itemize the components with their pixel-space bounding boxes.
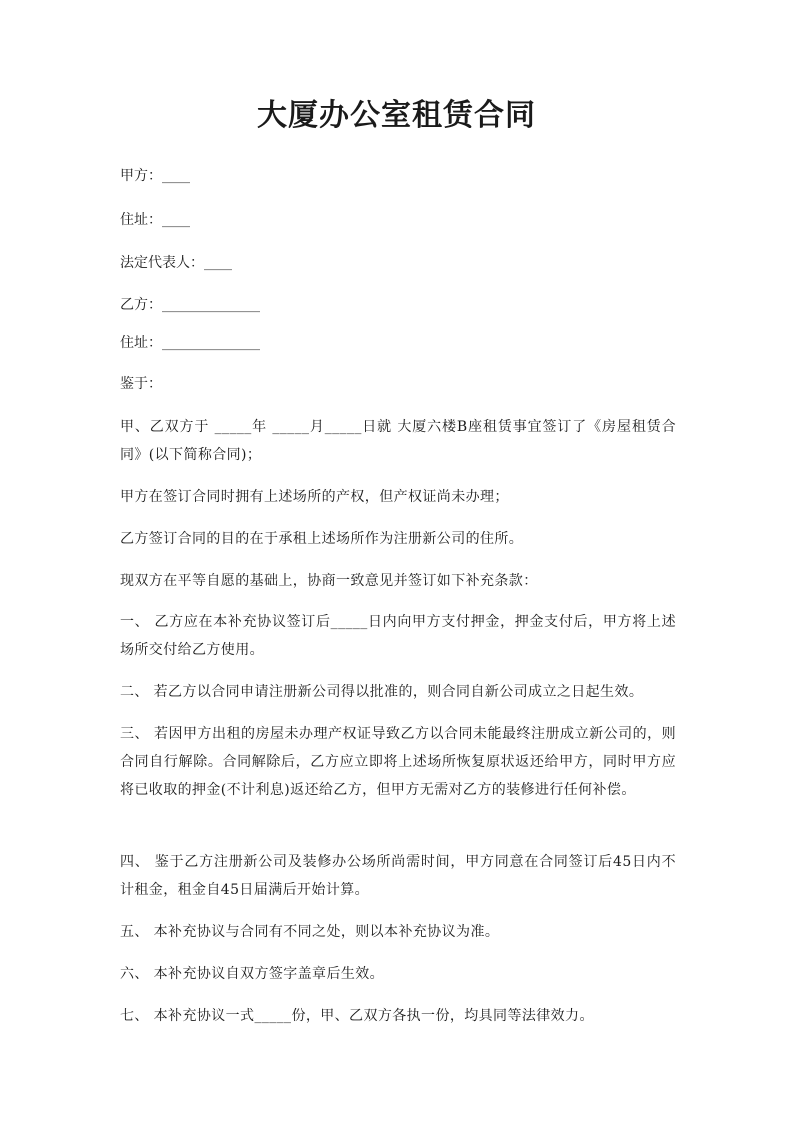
clause-5: 五、 本补充协议与合同有不同之处，则以本补充协议为准。: [120, 924, 500, 940]
party-a-address-line: 住址：____: [120, 212, 190, 228]
clause-2: 二、 若乙方以合同申请注册新公司得以批准的，则合同自新公司成立之日起生效。: [120, 684, 644, 700]
clause-4: 四、 鉴于乙方注册新公司及装修办公场所尚需时间，甲方同意在合同签订后45日内不计租金，租金自45日届满后开始计算。: [120, 854, 676, 898]
recital-paragraph-3: 乙方签订合同的目的在于承租上述场所作为注册新公司的住所。: [120, 531, 524, 547]
recital-paragraph-2: 甲方在签订合同时拥有上述场所的产权，但产权证尚未办理；: [120, 489, 509, 505]
document-title: 大厦办公室租赁合同: [257, 98, 536, 133]
recital-paragraph-4: 现双方在平等自愿的基础上，协商一致意见并签订如下补充条款：: [120, 573, 538, 589]
whereas-heading: 鉴于：: [120, 376, 162, 392]
clause-1: 一、 乙方应在本补充协议签订后_____日内向甲方支付押金，押金支付后，甲方将上述场所交付给乙方使用。: [120, 614, 676, 658]
party-b-address-line: 住址：______________: [120, 335, 260, 351]
clause-7: 七、 本补充协议一式_____份，甲、乙双方各执一份，均具同等法律效力。: [120, 1008, 594, 1024]
legal-representative-line: 法定代表人：____: [120, 255, 232, 271]
recital-paragraph-1: 甲、乙双方于 _____年 _____月_____日就 大厦六楼B座租赁事宜签订了《房屋租赁合同》(以下简称合同)；: [120, 419, 676, 463]
party-b-line: 乙方：______________: [120, 297, 260, 313]
party-a-line: 甲方：____: [120, 168, 190, 184]
clause-3: 三、 若因甲方出租的房屋未办理产权证导致乙方以合同未能最终注册成立新公司的，则合同自行解除。合同解除后，乙方应立即将上述场所恢复原状返还给甲方，同时甲方应将已收取的押金(不计利息)返还给乙方，但甲方无需对乙方的装修进行任何补偿。: [120, 726, 676, 798]
clause-6: 六、 本补充协议自双方签字盖章后生效。: [120, 966, 385, 982]
